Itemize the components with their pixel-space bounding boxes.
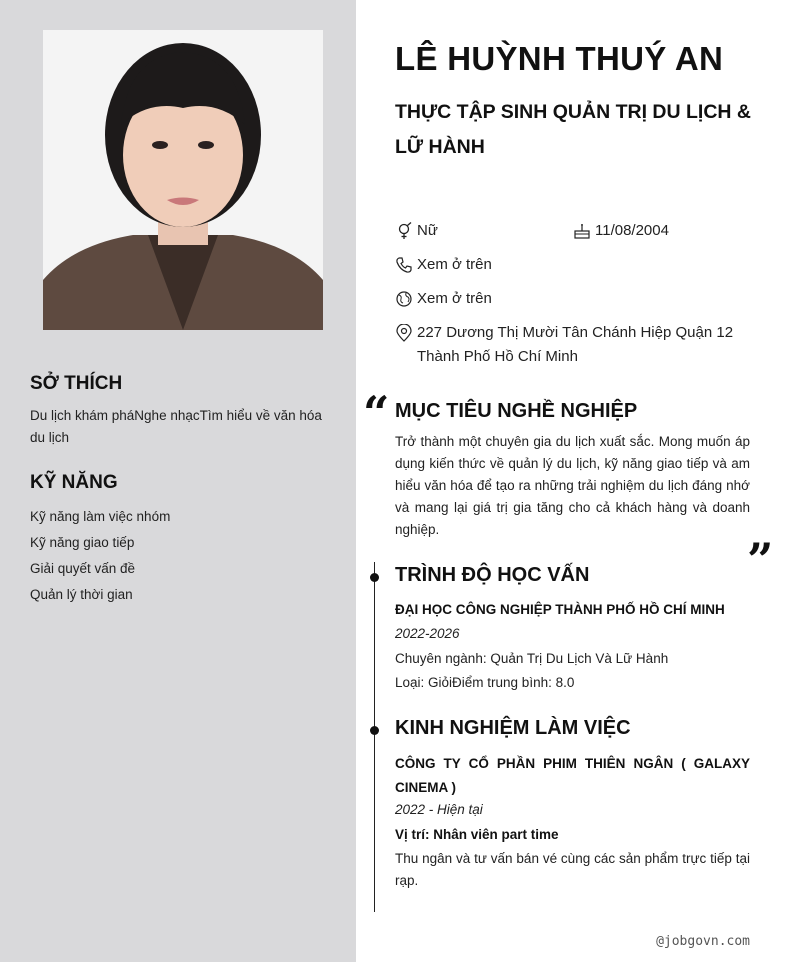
timeline-line [374, 562, 375, 912]
skill-item: Quản lý thời gian [30, 587, 133, 602]
phone-icon [395, 256, 413, 274]
timeline-dot [370, 726, 379, 735]
hobbies-title: SỞ THÍCH [30, 373, 123, 394]
school-name: ĐẠI HỌC CÔNG NGHIỆP THÀNH PHỐ HỒ CHÍ MINH [395, 602, 725, 617]
website-value: Xem ở trên [417, 290, 492, 307]
education-major: Chuyên ngành: Quản Trị Du Lịch Và Lữ Hành [395, 651, 669, 666]
sidebar [0, 0, 356, 962]
profile-photo [43, 30, 323, 330]
skill-item: Giải quyết vấn đề [30, 561, 136, 576]
phone-value: Xem ở trên [417, 256, 492, 273]
education-title: TRÌNH ĐỘ HỌC VẤN [395, 564, 590, 586]
experience-position: Vị trí: Nhân viên part time [395, 827, 559, 842]
skills-title: KỸ NĂNG [30, 472, 118, 493]
experience-period: 2022 - Hiện tại [395, 802, 483, 817]
globe-icon [395, 290, 413, 308]
gender-field [395, 219, 565, 243]
objective-text: Trở thành một chuyên gia du lịch xuất sắc. Mong muốn áp dụng kiến thức về quản lý du lịch, kỹ năng giao tiếp và am hiểu văn hóa để tạo ra những trải nghiệm du lịch đáng nhớ và mang lại giá trị gia tăng cho cả khách hàng và doanh nghiệp. [395, 434, 750, 537]
skill-item: Kỹ năng làm việc nhóm [30, 509, 171, 524]
website-field [395, 287, 755, 311]
skill-item: Kỹ năng giao tiếp [30, 535, 135, 550]
experience-title: KINH NGHIỆM LÀM VIỆC [395, 717, 631, 739]
quote-close-icon: ” [747, 533, 774, 587]
education-period: 2022-2026 [395, 626, 460, 641]
cake-icon [573, 222, 591, 240]
address-value: 227 Dương Thị Mười Tân Chánh Hiệp Quận 12 Thành Phố Hồ Chí Minh [417, 324, 734, 365]
objective-title: MỤC TIÊU NGHỀ NGHIỆP [395, 400, 638, 422]
address-field [395, 321, 755, 369]
full-name: LÊ HUỲNH THUÝ AN [395, 40, 724, 77]
gender-icon [395, 222, 413, 240]
experience-description: Thu ngân và tư vấn bán vé cùng các sản phẩm trực tiếp tại rạp. [395, 851, 750, 888]
portrait-illustration [43, 30, 323, 330]
education-grade: Loại: GiỏiĐiểm trung bình: 8.0 [395, 675, 575, 690]
job-title: THỰC TẬP SINH QUẢN TRỊ DU LỊCH & LỮ HÀNH [395, 101, 751, 158]
phone-field [395, 253, 755, 277]
birthday-field [573, 219, 753, 243]
birthday-value: 11/08/2004 [595, 222, 669, 239]
watermark: @jobgovn.com [656, 934, 750, 949]
timeline-dot [370, 573, 379, 582]
company-name: CÔNG TY CỔ PHẦN PHIM THIÊN NGÂN ( GALAXY CINEMA ) [395, 756, 750, 795]
location-pin-icon [395, 324, 413, 342]
main-content [356, 0, 790, 962]
hobbies-text: Du lịch khám pháNghe nhạcTìm hiểu về văn hóa du lịch [30, 408, 322, 445]
gender-value: Nữ [417, 222, 438, 239]
quote-open-icon: “ [363, 386, 390, 440]
